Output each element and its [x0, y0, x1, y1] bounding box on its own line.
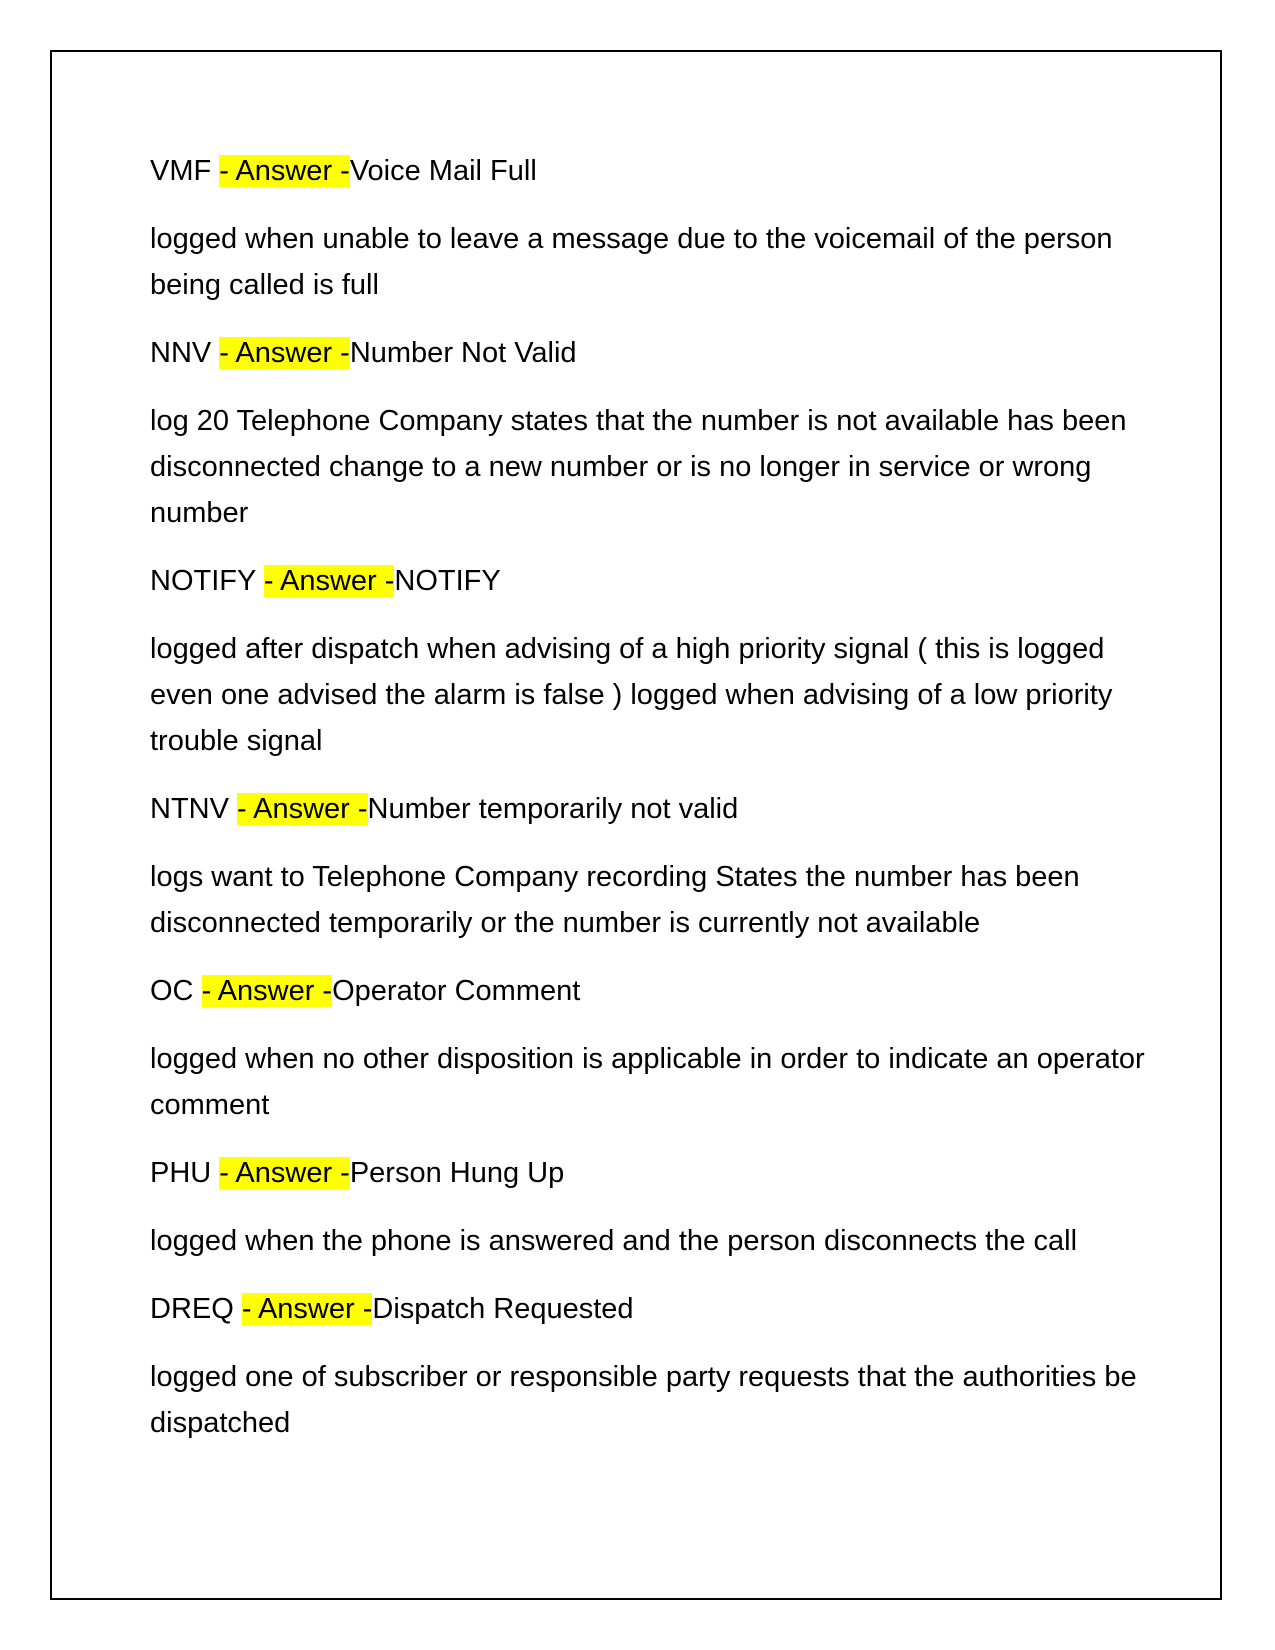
term-heading [150, 786, 1150, 832]
term-heading [150, 1286, 1150, 1332]
term-description: logged when unable to leave a message due to the voicemail of the person being called is full [150, 223, 1113, 301]
term-code: VMF [150, 155, 220, 187]
answer-highlight: - Answer - [241, 1293, 373, 1325]
term-heading [150, 968, 1150, 1014]
term-description: log 20 Telephone Company states that the number is not available has been disconnected change to a new number or is no longer in service or wrong number [150, 405, 1127, 529]
term-meaning: Person Hung Up [349, 1157, 565, 1189]
term-meaning: Dispatch Requested [372, 1293, 634, 1325]
term-description: logged after dispatch when advising of a high priority signal ( this is logged even one advised the alarm is false ) logged when advising of a low priority trouble signal [150, 633, 1113, 757]
term-heading [150, 330, 1150, 376]
term-meaning: NOTIFY [394, 565, 501, 597]
term-code: PHU [150, 1157, 220, 1189]
answer-highlight: - Answer - [201, 975, 333, 1007]
term-code: DREQ [150, 1293, 242, 1325]
term-heading [150, 1150, 1150, 1196]
term-meaning: Number Not Valid [349, 337, 577, 369]
term-heading [150, 558, 1150, 604]
answer-highlight: - Answer - [219, 155, 350, 187]
answer-highlight: - Answer - [263, 565, 395, 597]
document-body [150, 148, 1150, 1468]
term-heading [150, 148, 1150, 194]
term-code: NTNV [150, 793, 237, 825]
term-meaning: Number temporarily not valid [367, 793, 739, 825]
answer-highlight: - Answer - [219, 1157, 350, 1189]
term-meaning: Voice Mail Full [349, 155, 537, 187]
term-description: logged when no other disposition is applicable in order to indicate an operator comment [150, 1043, 1145, 1121]
term-code: OC [150, 975, 202, 1007]
term-description: logged one of subscriber or responsible party requests that the authorities be dispatched [150, 1361, 1137, 1439]
term-meaning: Operator Comment [332, 975, 581, 1007]
term-code: NOTIFY [150, 565, 264, 597]
answer-highlight: - Answer - [219, 337, 350, 369]
term-description: logs want to Telephone Company recording States the number has been disconnected temporarily or the number is currently not available [150, 861, 1080, 939]
term-code: NNV [150, 337, 220, 369]
answer-highlight: - Answer - [237, 793, 368, 825]
term-description: logged when the phone is answered and the person disconnects the call [150, 1225, 1078, 1257]
